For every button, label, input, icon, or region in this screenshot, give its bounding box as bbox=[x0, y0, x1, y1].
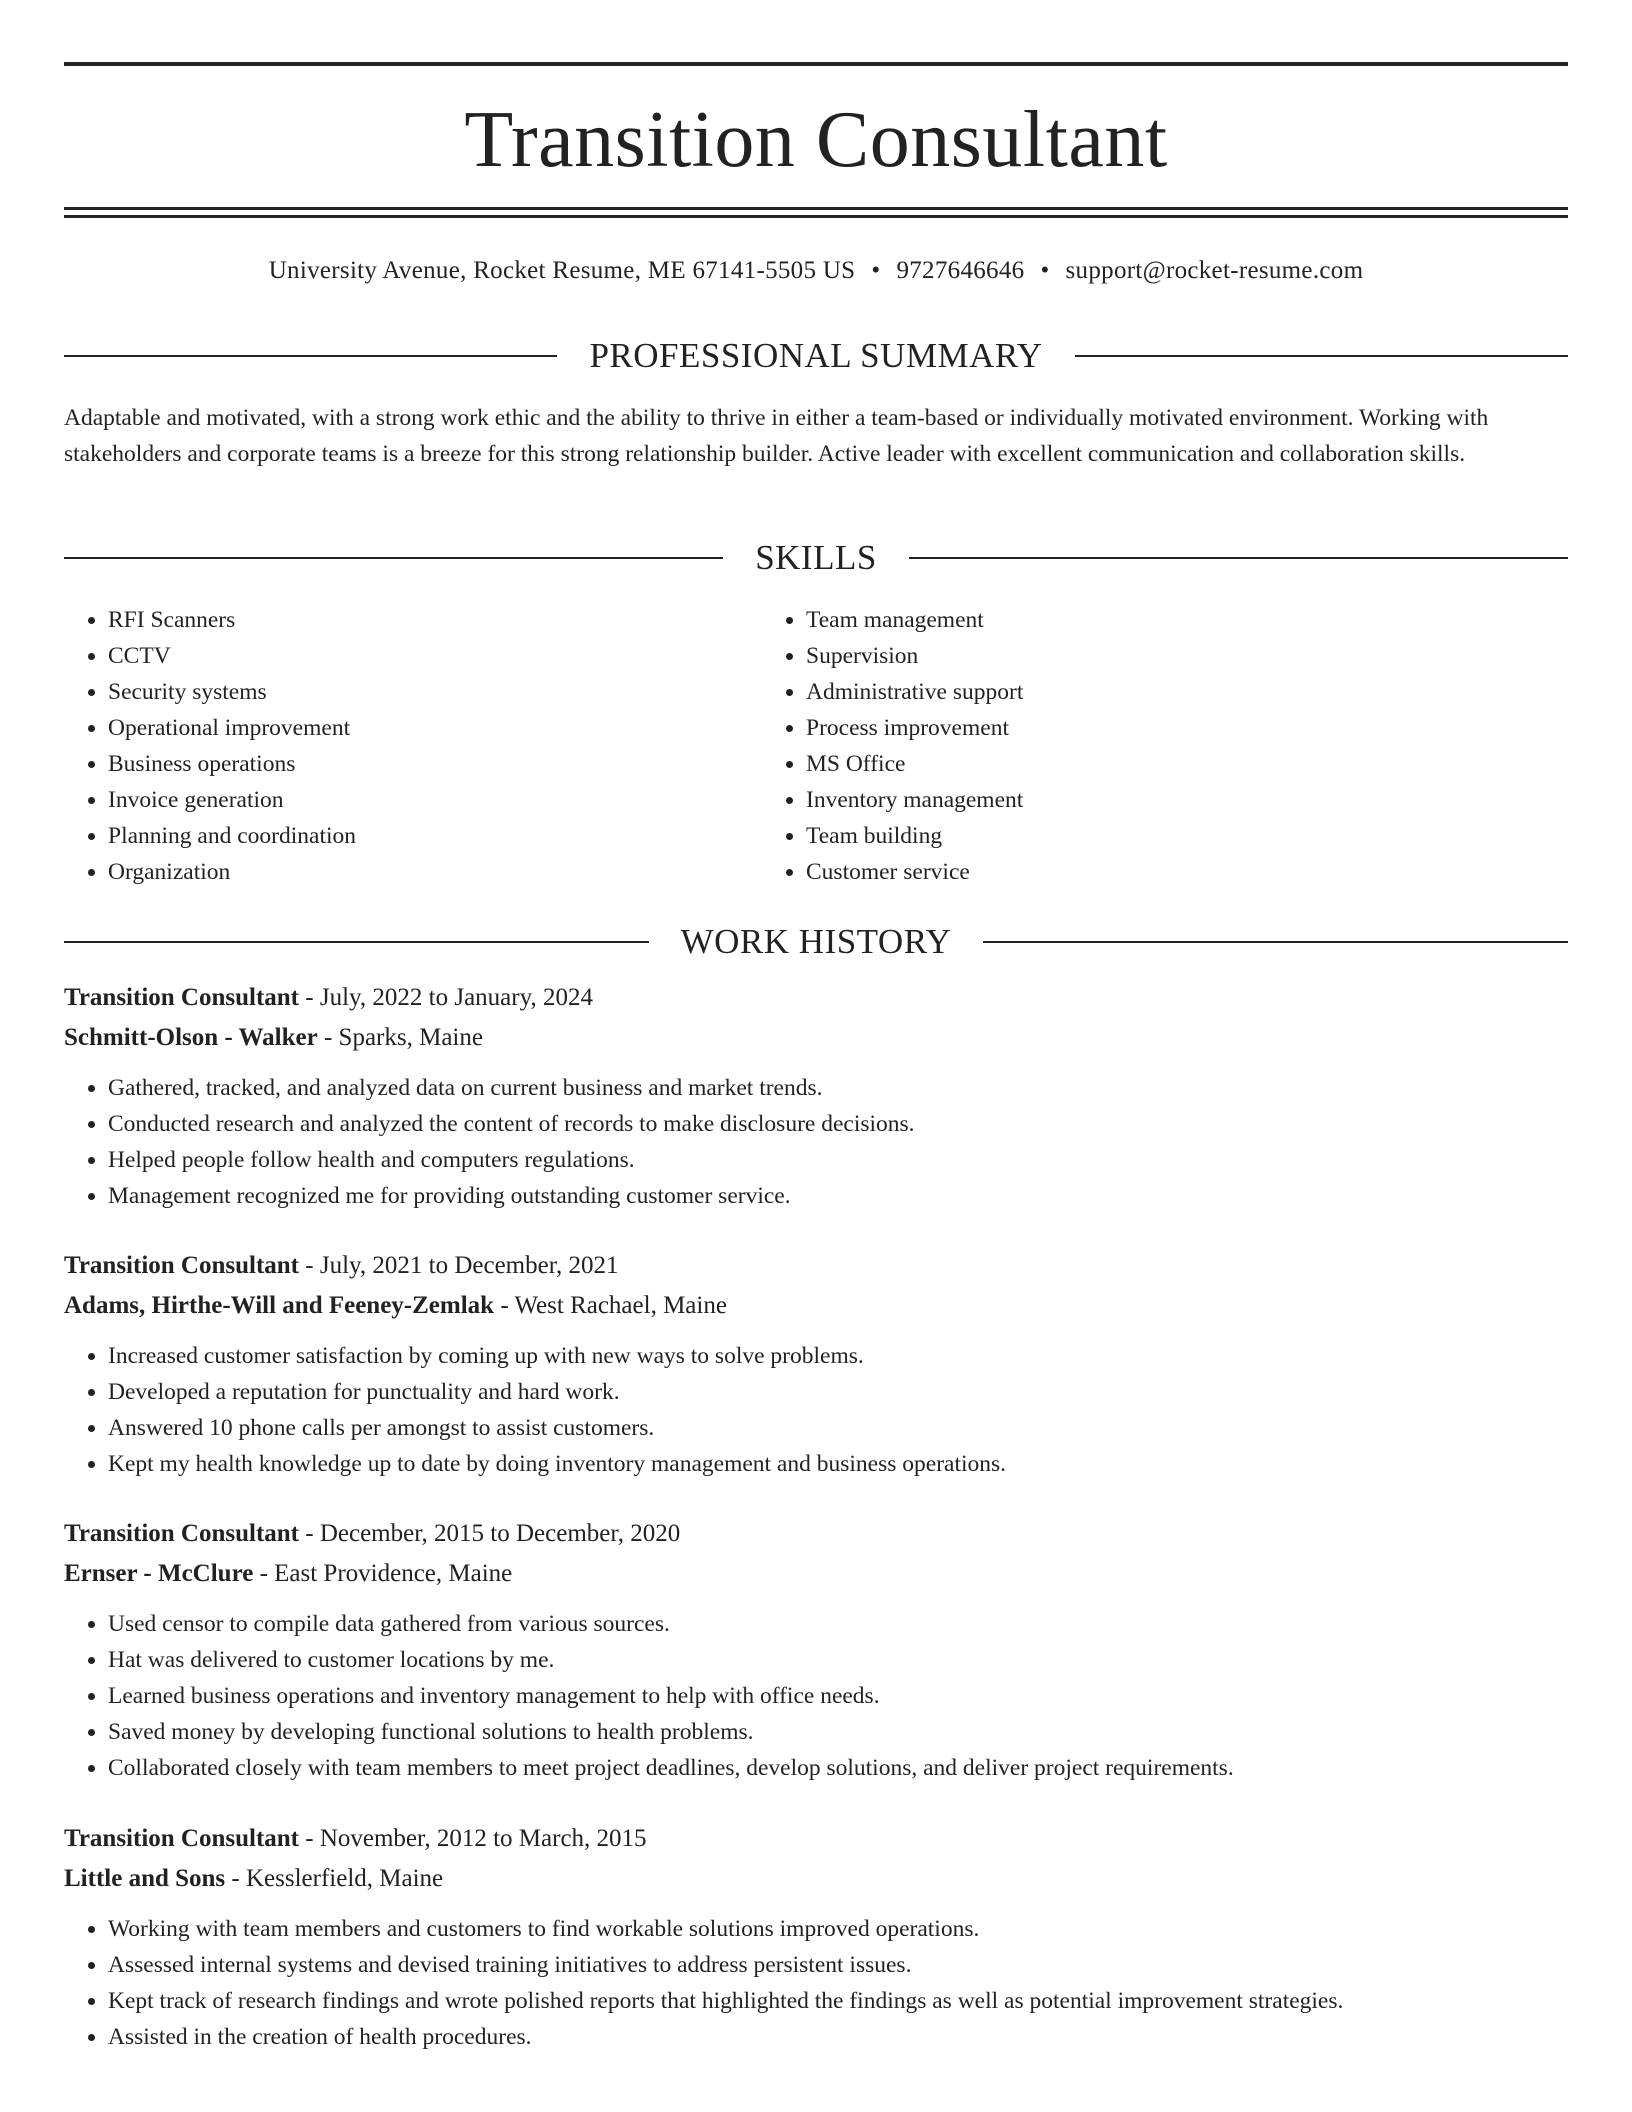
job-company-line bbox=[64, 1286, 1568, 1326]
skill-item: • Supervision bbox=[806, 638, 1460, 674]
job-bullet: • Management recognized me for providing outstanding customer service. bbox=[108, 1178, 1568, 1214]
job-bullet: • Helped people follow health and computers regulations. bbox=[108, 1142, 1568, 1178]
skill-item: • Team building bbox=[806, 818, 1460, 854]
heading-rule-left bbox=[64, 941, 649, 943]
job-bullet: • Gathered, tracked, and analyzed data on current business and market trends. bbox=[108, 1070, 1568, 1106]
job-company: Schmitt-Olson - Walker bbox=[64, 1024, 318, 1051]
skills-column-right bbox=[762, 602, 1460, 890]
skills-list bbox=[64, 602, 1568, 890]
job-title-line bbox=[64, 1246, 1568, 1286]
skill-item: • Customer service bbox=[806, 854, 1460, 890]
job-title-line bbox=[64, 1819, 1568, 1859]
job-dates: - November, 2012 to March, 2015 bbox=[299, 1825, 647, 1852]
job-location: - Kesslerfield, Maine bbox=[225, 1865, 444, 1892]
job-company-line bbox=[64, 1018, 1568, 1058]
summary-text: Adaptable and motivated, with a strong work ethic and the ability to thrive in either a team-based or individually motivated environment. Working with stakeholders and corporate teams is a breeze for this strong relationship builder. Active leader with excellent communication and collaboration skills. bbox=[64, 405, 1489, 467]
job-title-line bbox=[64, 1514, 1568, 1554]
contact-address: University Avenue, Rocket Resume, ME 67141-5505 US bbox=[268, 257, 856, 284]
skill-item: • Planning and coordination bbox=[108, 818, 762, 854]
job-title: Transition Consultant bbox=[64, 1252, 300, 1279]
job-bullet: • Learned business operations and inventory management to help with office needs. bbox=[108, 1678, 1568, 1714]
work-history-heading bbox=[64, 920, 1568, 964]
skill-item: • Administrative support bbox=[806, 674, 1460, 710]
job-company: Ernser - McClure bbox=[64, 1560, 254, 1587]
title-rule-upper bbox=[64, 207, 1568, 210]
job-location: - Sparks, Maine bbox=[317, 1024, 483, 1051]
heading-rule-right bbox=[983, 941, 1568, 943]
skill-item: • Process improvement bbox=[806, 710, 1460, 746]
contact-email: support@rocket-resume.com bbox=[1065, 257, 1364, 284]
contact-phone: 9727646646 bbox=[896, 257, 1025, 284]
job-entry bbox=[64, 1246, 1568, 1482]
skill-item: • Business operations bbox=[108, 746, 762, 782]
job-bullets bbox=[64, 1606, 1568, 1786]
job-entry bbox=[64, 978, 1568, 1214]
job-bullet: • Used censor to compile data gathered from various sources. bbox=[108, 1606, 1568, 1642]
job-bullets bbox=[64, 1911, 1568, 2055]
job-bullet: • Saved money by developing functional solutions to health problems. bbox=[108, 1714, 1568, 1750]
job-bullets bbox=[64, 1338, 1568, 1482]
skill-item: • Security systems bbox=[108, 674, 762, 710]
summary-heading-label: PROFESSIONAL SUMMARY bbox=[589, 336, 1043, 375]
job-entry bbox=[64, 1514, 1568, 1786]
job-bullet: • Kept track of research findings and wrote polished reports that highlighted the findings as well as potential improvement strategies. bbox=[108, 1983, 1568, 2019]
title-rule-lower bbox=[64, 215, 1568, 218]
job-bullet: • Assessed internal systems and devised training initiatives to address persistent issues. bbox=[108, 1947, 1568, 1983]
job-dates: - July, 2022 to January, 2024 bbox=[299, 984, 593, 1011]
skill-item: • Inventory management bbox=[806, 782, 1460, 818]
summary-heading bbox=[64, 334, 1568, 378]
job-bullet: • Answered 10 phone calls per amongst to assist customers. bbox=[108, 1410, 1568, 1446]
job-company: Little and Sons bbox=[64, 1865, 226, 1892]
heading-rule-right bbox=[909, 557, 1568, 559]
job-bullet: • Developed a reputation for punctuality and hard work. bbox=[108, 1374, 1568, 1410]
skills-heading-label: SKILLS bbox=[755, 538, 877, 577]
job-company: Adams, Hirthe-Will and Feeney-Zemlak bbox=[64, 1292, 495, 1319]
heading-rule-right bbox=[1075, 355, 1568, 357]
job-title-line bbox=[64, 978, 1568, 1018]
job-bullet: • Conducted research and analyzed the content of records to make disclosure decisions. bbox=[108, 1106, 1568, 1142]
job-bullet: • Working with team members and customers to find workable solutions improved operations. bbox=[108, 1911, 1568, 1947]
job-company-line bbox=[64, 1859, 1568, 1899]
heading-rule-left bbox=[64, 355, 557, 357]
job-bullets bbox=[64, 1070, 1568, 1214]
job-location: - West Rachael, Maine bbox=[494, 1292, 727, 1319]
skill-item: • Team management bbox=[806, 602, 1460, 638]
job-entry bbox=[64, 1819, 1568, 2055]
skill-item: • Organization bbox=[108, 854, 762, 890]
top-rule bbox=[64, 62, 1568, 66]
job-title: Transition Consultant bbox=[64, 1520, 300, 1547]
job-title: Transition Consultant bbox=[64, 1825, 300, 1852]
skill-item: • Operational improvement bbox=[108, 710, 762, 746]
job-dates: - July, 2021 to December, 2021 bbox=[299, 1252, 619, 1279]
job-company-line bbox=[64, 1554, 1568, 1594]
contact-line bbox=[64, 253, 1568, 289]
job-bullet: • Assisted in the creation of health procedures. bbox=[108, 2019, 1568, 2055]
contact-separator: • bbox=[871, 257, 881, 284]
work-history-heading-label: WORK HISTORY bbox=[680, 922, 952, 961]
resume-title: Transition Consultant bbox=[464, 96, 1168, 184]
skills-column-left bbox=[64, 602, 762, 890]
skill-item: • RFI Scanners bbox=[108, 602, 762, 638]
job-bullet: • Kept my health knowledge up to date by doing inventory management and business operations. bbox=[108, 1446, 1568, 1482]
skill-item: • Invoice generation bbox=[108, 782, 762, 818]
job-title: Transition Consultant bbox=[64, 984, 300, 1011]
skill-item: • CCTV bbox=[108, 638, 762, 674]
job-bullet: • Hat was delivered to customer locations by me. bbox=[108, 1642, 1568, 1678]
job-dates: - December, 2015 to December, 2020 bbox=[299, 1520, 681, 1547]
job-bullet: • Collaborated closely with team members to meet project deadlines, develop solutions, and deliver project requirements. bbox=[108, 1750, 1568, 1786]
skill-item: • MS Office bbox=[806, 746, 1460, 782]
contact-separator: • bbox=[1040, 257, 1050, 284]
heading-rule-left bbox=[64, 557, 723, 559]
skills-heading bbox=[64, 536, 1568, 580]
job-location: - East Providence, Maine bbox=[253, 1560, 513, 1587]
job-bullet: • Increased customer satisfaction by coming up with new ways to solve problems. bbox=[108, 1338, 1568, 1374]
